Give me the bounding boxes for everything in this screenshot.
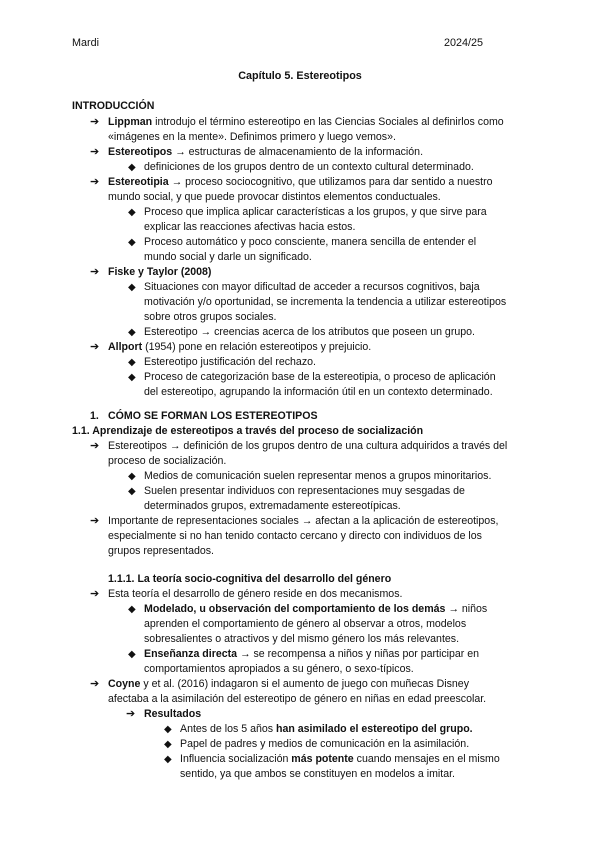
diamond-bullet-icon: ◆	[128, 357, 136, 368]
arrow-bullet-icon: ➔	[90, 588, 100, 600]
allport-line: Allport (1954) pone en relación estereotipos y prejuicio.	[108, 341, 372, 353]
allport-sub2a: Proceso de categorización base de la estereotipia, o proceso de aplicación	[144, 371, 496, 383]
resultados-r1: Antes de los 5 años han asimilado el estereotipo del grupo.	[180, 723, 473, 735]
fiske-sub1b: motivación y/o oportunidad, se incrementa la tendencia a utilizar estereotipos	[144, 296, 507, 308]
diamond-bullet-icon: ◆	[128, 162, 136, 173]
diamond-bullet-icon: ◆	[164, 724, 172, 735]
header-right: 2024/25	[444, 37, 484, 49]
diamond-bullet-icon: ◆	[164, 739, 172, 750]
arrow-bullet-icon: ➔	[90, 515, 100, 527]
diamond-bullet-icon: ◆	[128, 372, 136, 383]
fiske-sub1a: Situaciones con mayor dificultad de acceder a recursos cognitivos, baja	[144, 281, 480, 293]
allport-sub1: Estereotipo justificación del rechazo.	[144, 356, 316, 368]
allport-sub2b: del estereotipo, agrupando la información útil en un contexto determinado.	[144, 386, 493, 398]
s11-b2b: especialmente si no han tenido contacto cercano y directo con individuos de los	[108, 530, 482, 542]
page-title: Capítulo 5. Estereotipos	[238, 70, 362, 82]
arrow-bullet-icon: ➔	[90, 176, 100, 188]
lippman-line2: «imágenes en la mente». Definimos primero y luego vemos».	[108, 131, 396, 143]
estereotipia-line2: mundo social, y que puede provocar distintos elementos conductuales.	[108, 191, 441, 203]
s111-c2b: afectaba a la asimilación del estereotipo de género en niñas en edad preescolar.	[108, 693, 487, 705]
fiske-line: Fiske y Taylor (2008)	[108, 266, 212, 278]
estereotipia-sub2a: Proceso automático y poco consciente, manera sencilla de entender el	[144, 236, 477, 248]
diamond-bullet-icon: ◆	[128, 471, 136, 482]
s11-b1a: Estereotipos → definición de los grupos dentro de una cultura adquiridos a través del	[108, 440, 508, 452]
section11-heading: 1.1. Aprendizaje de estereotipos a través del proceso de socialización	[72, 425, 424, 437]
diamond-bullet-icon: ◆	[164, 754, 172, 765]
header-left: Mardi	[72, 37, 99, 49]
diamond-bullet-icon: ◆	[128, 327, 136, 338]
estereotipia-sub2b: mundo social y darle un significado.	[144, 251, 312, 263]
arrow-bullet-icon: ➔	[126, 708, 136, 720]
s11-b1s1: Medios de comunicación suelen representar menos a grupos minoritarios.	[144, 470, 492, 482]
s11-b1b: proceso de socialización.	[108, 455, 227, 467]
resultados-r3a: Influencia socialización más potente cuando mensajes en el mismo	[180, 753, 500, 765]
lippman-line1: Lippman introdujo el término estereotipo en las Ciencias Sociales al definirlos como	[108, 116, 504, 128]
diamond-bullet-icon: ◆	[128, 486, 136, 497]
s111-c1s1b: aprenden el comportamiento de género al observar a otros, modelos	[144, 618, 467, 630]
arrow-bullet-icon: ➔	[90, 116, 100, 128]
diamond-bullet-icon: ◆	[128, 237, 136, 248]
diamond-bullet-icon: ◆	[128, 207, 136, 218]
s111-c1s2b: comportamientos apropiados a su género, o sexo-típicos.	[144, 663, 414, 675]
resultados-label: Resultados	[144, 708, 202, 720]
estereotipia-sub1b: explicar las reacciones afectivas hacia estos.	[144, 221, 356, 233]
s111-c1: Esta teoría el desarrollo de género reside en dos mecanismos.	[108, 588, 403, 600]
s111-c2a: Coyne y et al. (2016) indagaron si el aumento de juego con muñecas Disney	[108, 678, 469, 690]
arrow-bullet-icon: ➔	[90, 678, 100, 690]
section111-heading: 1.1.1. La teoría socio-cognitiva del desarrollo del género	[108, 573, 392, 585]
s11-b2c: grupos representados.	[108, 545, 215, 557]
s111-c1s2a: Enseñanza directa → se recompensa a niños y niñas por participar en	[144, 648, 480, 660]
estereotipos-line: Estereotipos → estructuras de almacenamiento de la información.	[108, 146, 424, 158]
arrow-bullet-icon: ➔	[90, 440, 100, 452]
s111-c1s1c: sobresalientes o atractivos y del mismo género los más relevantes.	[144, 633, 460, 645]
resultados-r2: Papel de padres y medios de comunicación en la asimilación.	[180, 738, 470, 750]
estereotipia-line1: Estereotipia → proceso sociocognitivo, que utilizamos para dar sentido a nuestro	[108, 176, 493, 188]
fiske-sub2: Estereotipo → creencias acerca de los atributos que poseen un grupo.	[144, 326, 475, 338]
diamond-bullet-icon: ◆	[128, 649, 136, 660]
resultados-r3b: sentido, ya que ambos se constituyen en modelos a imitar.	[180, 768, 456, 780]
s11-b1s2b: determinados grupos, extremadamente estereotípicas.	[144, 500, 401, 512]
arrow-bullet-icon: ➔	[90, 341, 100, 353]
arrow-bullet-icon: ➔	[90, 146, 100, 158]
estereotipos-sub1: definiciones de los grupos dentro de un contexto cultural determinado.	[144, 161, 474, 173]
intro-heading: INTRODUCCIÓN	[72, 100, 155, 112]
s11-b1s2a: Suelen presentar individuos con representaciones muy sesgadas de	[144, 485, 465, 497]
fiske-sub1c: sobre otros grupos sociales.	[144, 311, 277, 323]
arrow-bullet-icon: ➔	[90, 266, 100, 278]
estereotipia-sub1a: Proceso que implica aplicar características a los grupos, y que sirve para	[144, 206, 487, 218]
s11-b2a: Importante de representaciones sociales → afectan a la aplicación de estereotipos,	[108, 515, 499, 527]
section1-heading: CÓMO SE FORMAN LOS ESTEREOTIPOS	[108, 410, 318, 422]
section1-number: 1.	[90, 410, 99, 422]
s111-c1s1a: Modelado, u observación del comportamiento de los demás → niños	[144, 603, 488, 615]
diamond-bullet-icon: ◆	[128, 604, 136, 615]
diamond-bullet-icon: ◆	[128, 282, 136, 293]
